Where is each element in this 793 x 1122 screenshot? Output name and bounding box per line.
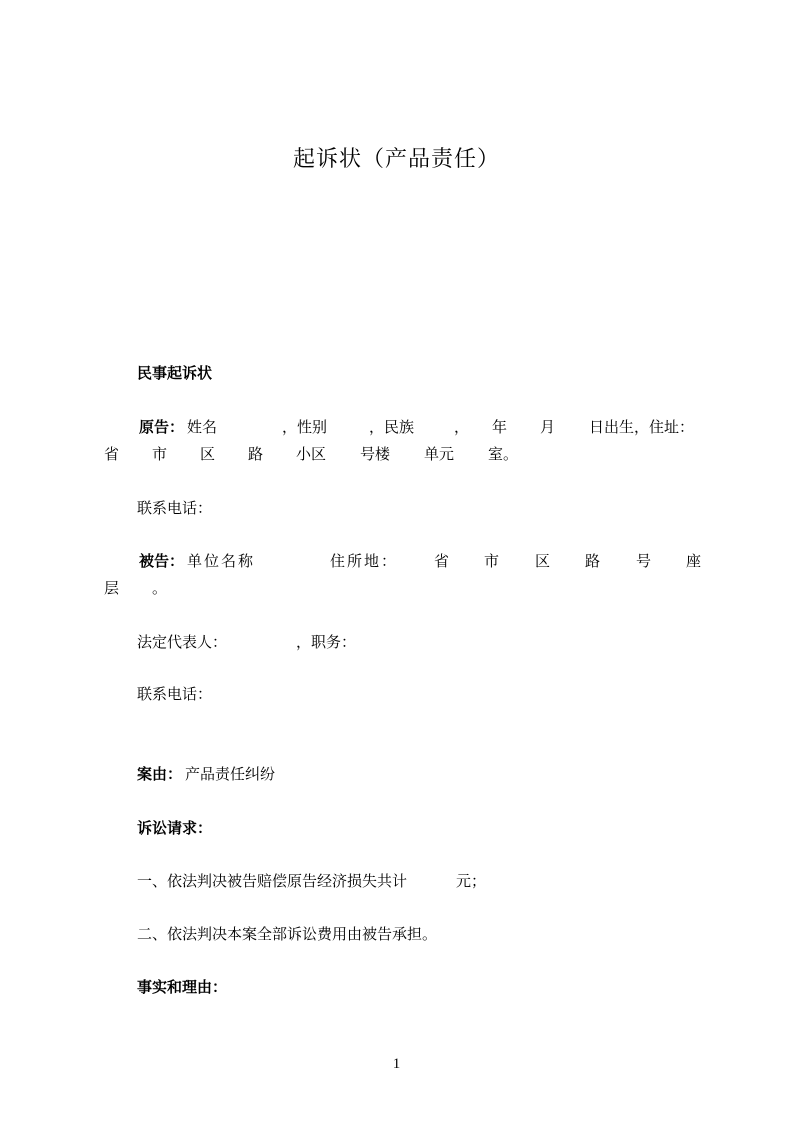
defendant-line-2 [0, 577, 793, 599]
document-title: 起诉状（产品责任） [292, 147, 500, 172]
plaintiff-line-2 [0, 443, 793, 465]
page-number: 1 [392, 1056, 401, 1072]
claims-label: 诉讼请求： [137, 819, 213, 837]
cause-value: 产品责任纠纷 [185, 765, 276, 783]
facts-label: 事实和理由： [137, 978, 228, 996]
plaintiff-address-part: 市 [152, 445, 168, 463]
defendant-field: 座 [686, 552, 702, 570]
defendant-address-part: 。 [152, 579, 168, 597]
section-heading: 民事起诉状 [137, 364, 213, 382]
legal-representative-label: 法定代表人： [137, 633, 228, 651]
defendant-phone: 联系电话： [137, 685, 213, 703]
claim-item-2: 二、依法判决本案全部诉讼费用由被告承担。 [137, 925, 438, 943]
plaintiff-field: ， [454, 418, 470, 436]
defendant-field: 市 [484, 552, 500, 570]
defendant-field: 区 [535, 552, 551, 570]
claim-unit: 元； [456, 872, 487, 890]
plaintiff-address-part: 区 [200, 445, 216, 463]
plaintiff-field: ，民族 [369, 418, 415, 436]
plaintiff-address-part: 单元 [424, 445, 455, 463]
defendant-field: 路 [585, 552, 601, 570]
claim-text: 一、依法判决被告赔偿原告经济损失共计 [137, 872, 408, 890]
plaintiff-field: 日出生，住址： [589, 418, 695, 436]
cause-line [0, 763, 793, 785]
defendant-field: 省 [434, 552, 450, 570]
legal-representative-line [0, 631, 793, 653]
defendant-field: 住所地： [330, 552, 399, 570]
plaintiff-line-1 [0, 416, 793, 438]
plaintiff-label: 原告： [139, 418, 185, 436]
defendant-line-1 [0, 550, 793, 572]
plaintiff-phone: 联系电话： [137, 499, 213, 517]
plaintiff-address-part: 室。 [488, 445, 519, 463]
plaintiff-address-part: 号楼 [360, 445, 391, 463]
claim-item-1 [0, 870, 793, 892]
defendant-label: 被告： [139, 552, 185, 570]
plaintiff-address-part: 小区 [296, 445, 327, 463]
plaintiff-field: 年 [492, 418, 508, 436]
defendant-field: 单位名称 [187, 552, 256, 570]
defendant-address-part: 层 [104, 579, 120, 597]
plaintiff-field: 月 [540, 418, 556, 436]
position-label: ，职务： [296, 633, 357, 651]
plaintiff-address-part: 省 [104, 445, 120, 463]
cause-label: 案由： [137, 765, 183, 783]
plaintiff-address-part: 路 [248, 445, 264, 463]
plaintiff-field: ，性别 [282, 418, 328, 436]
defendant-field: 号 [636, 552, 652, 570]
plaintiff-field: 姓名 [187, 418, 218, 436]
